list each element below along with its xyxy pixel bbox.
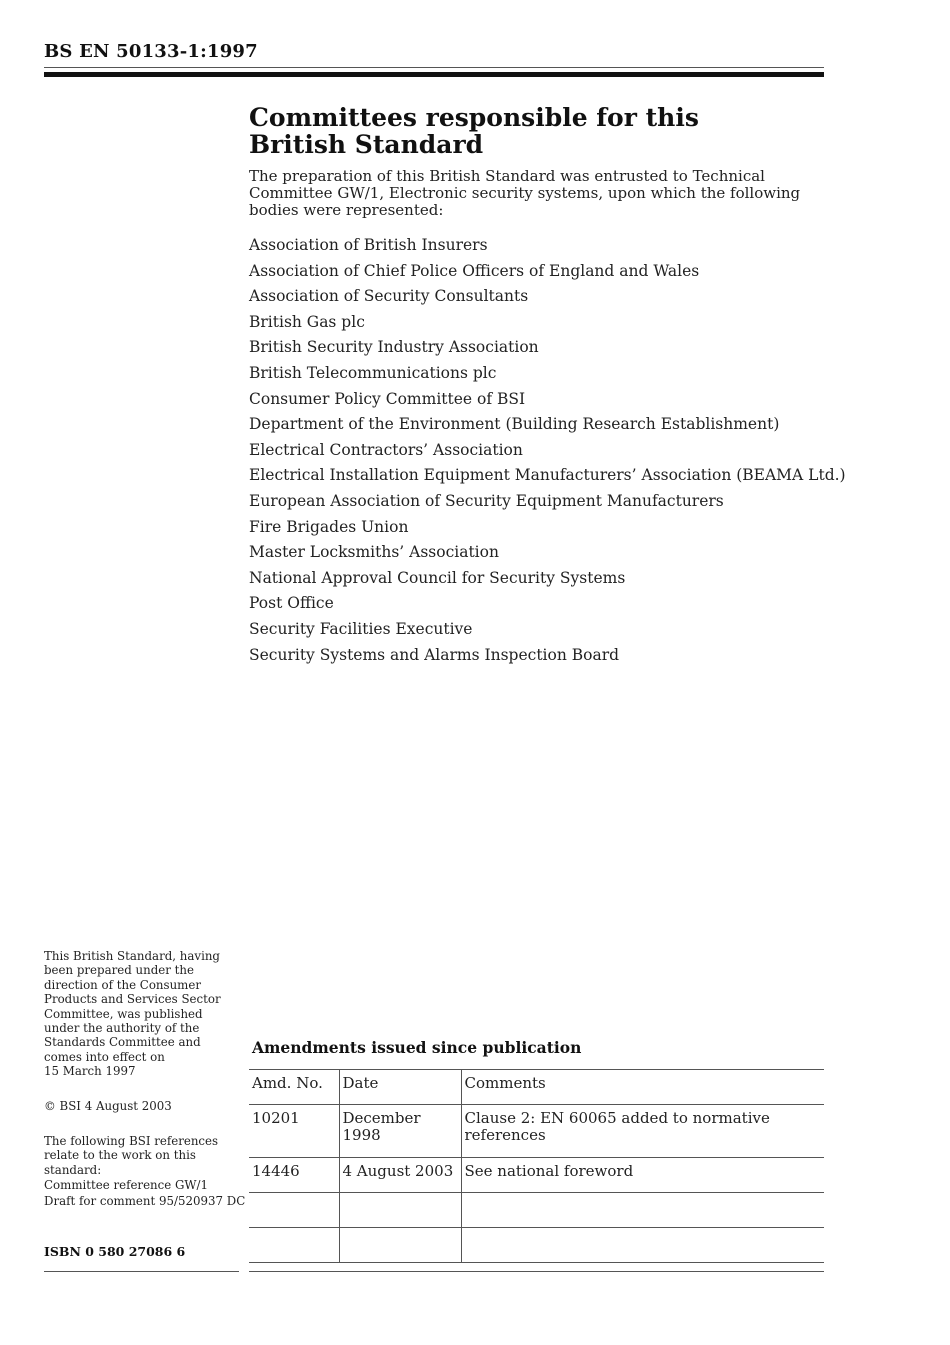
list-item: European Association of Security Equipment Manufacturers xyxy=(249,491,724,510)
cell-comments xyxy=(461,1193,824,1228)
cell-comments xyxy=(461,1228,824,1263)
table-row xyxy=(249,1193,824,1228)
list-item: Consumer Policy Committee of BSI xyxy=(249,389,526,408)
list-item: Electrical Contractors’ Association xyxy=(249,440,523,459)
cell-comments: See national foreword xyxy=(461,1158,824,1193)
cell-amd-no xyxy=(249,1193,339,1228)
publication-note-line: This British Standard, having xyxy=(44,949,220,963)
cell-date xyxy=(339,1193,461,1228)
list-item: National Approval Council for Security Systems xyxy=(249,568,626,587)
list-item: Department of the Environment (Building Research Establishment) xyxy=(249,415,780,434)
cell-date xyxy=(339,1228,461,1263)
cell-amd-no xyxy=(249,1228,339,1263)
intro-paragraph: The preparation of this British Standard was entrusted to Technical Committee GW/1, Electronic security systems, upon which the following bodies were represented: xyxy=(249,167,801,219)
table-row xyxy=(249,1105,824,1158)
publication-note-line: 15 March 1997 xyxy=(44,1064,136,1079)
cell-date: 4 August 2003 xyxy=(339,1158,461,1193)
cell-date: December 1998 xyxy=(339,1105,461,1158)
references-line: The following BSI references xyxy=(44,1134,219,1148)
represented-bodies-list xyxy=(249,233,846,668)
list-item: Post Office xyxy=(249,594,334,613)
list-item: Association of Security Consultants xyxy=(249,287,529,306)
column-header-amd-no: Amd. No. xyxy=(249,1070,339,1105)
publication-note xyxy=(44,949,240,1079)
list-item: British Security Industry Association xyxy=(249,338,539,357)
copyright-notice: © BSI 4 August 2003 xyxy=(44,1099,172,1113)
isbn: ISBN 0 580 27086 6 xyxy=(44,1244,186,1259)
draft-reference: Draft for comment 95/520937 DC xyxy=(44,1193,246,1208)
table-header-row xyxy=(249,1070,824,1105)
list-item: Security Systems and Alarms Inspection Board xyxy=(249,645,620,664)
list-item: British Telecommunications plc xyxy=(249,363,497,382)
bsi-references xyxy=(44,1134,246,1208)
column-header-comments: Comments xyxy=(461,1070,824,1105)
list-item: Electrical Installation Equipment Manufacturers’ Association (BEAMA Ltd.) xyxy=(249,466,846,485)
publication-note-line: Products and Services Sector xyxy=(44,992,221,1007)
list-item: Master Locksmiths’ Association xyxy=(249,543,499,562)
document-id: BS EN 50133-1:1997 xyxy=(44,41,258,62)
publication-note-line: Committee, was published xyxy=(44,1006,203,1021)
publication-note-line: under the authority of the xyxy=(44,1021,200,1036)
references-line: relate to the work on this xyxy=(44,1148,196,1163)
list-item: Association of Chief Police Officers of England and Wales xyxy=(249,261,700,280)
footer-rule-right xyxy=(249,1271,824,1272)
cell-amd-no: 10201 xyxy=(249,1105,339,1158)
cell-comments: Clause 2: EN 60065 added to normative references xyxy=(461,1105,824,1158)
publication-note-line: been prepared under the xyxy=(44,963,194,978)
column-header-date: Date xyxy=(339,1070,461,1105)
publication-note-line: Standards Committee and xyxy=(44,1035,201,1050)
list-item: British Gas plc xyxy=(249,312,365,331)
page-title-line-2: British Standard xyxy=(249,130,484,159)
cell-amd-no: 14446 xyxy=(249,1158,339,1193)
footer-rule-left xyxy=(44,1271,239,1272)
list-item: Fire Brigades Union xyxy=(249,517,409,536)
committee-reference: Committee reference GW/1 xyxy=(44,1178,209,1193)
publication-note-line: comes into effect on xyxy=(44,1049,165,1064)
publication-note-line: direction of the Consumer xyxy=(44,977,201,992)
header-rule-thin xyxy=(44,67,824,68)
header-rule-thick xyxy=(44,72,824,77)
list-item: Association of British Insurers xyxy=(249,236,488,254)
references-line: standard: xyxy=(44,1162,102,1177)
amendments-table xyxy=(249,1069,824,1263)
table-row xyxy=(249,1228,824,1263)
amendments-heading: Amendments issued since publication xyxy=(252,1038,582,1057)
page-title-line-1: Committees responsible for this xyxy=(249,103,699,132)
table-row xyxy=(249,1158,824,1193)
list-item: Security Facilities Executive xyxy=(249,619,473,638)
page-title xyxy=(249,104,809,158)
